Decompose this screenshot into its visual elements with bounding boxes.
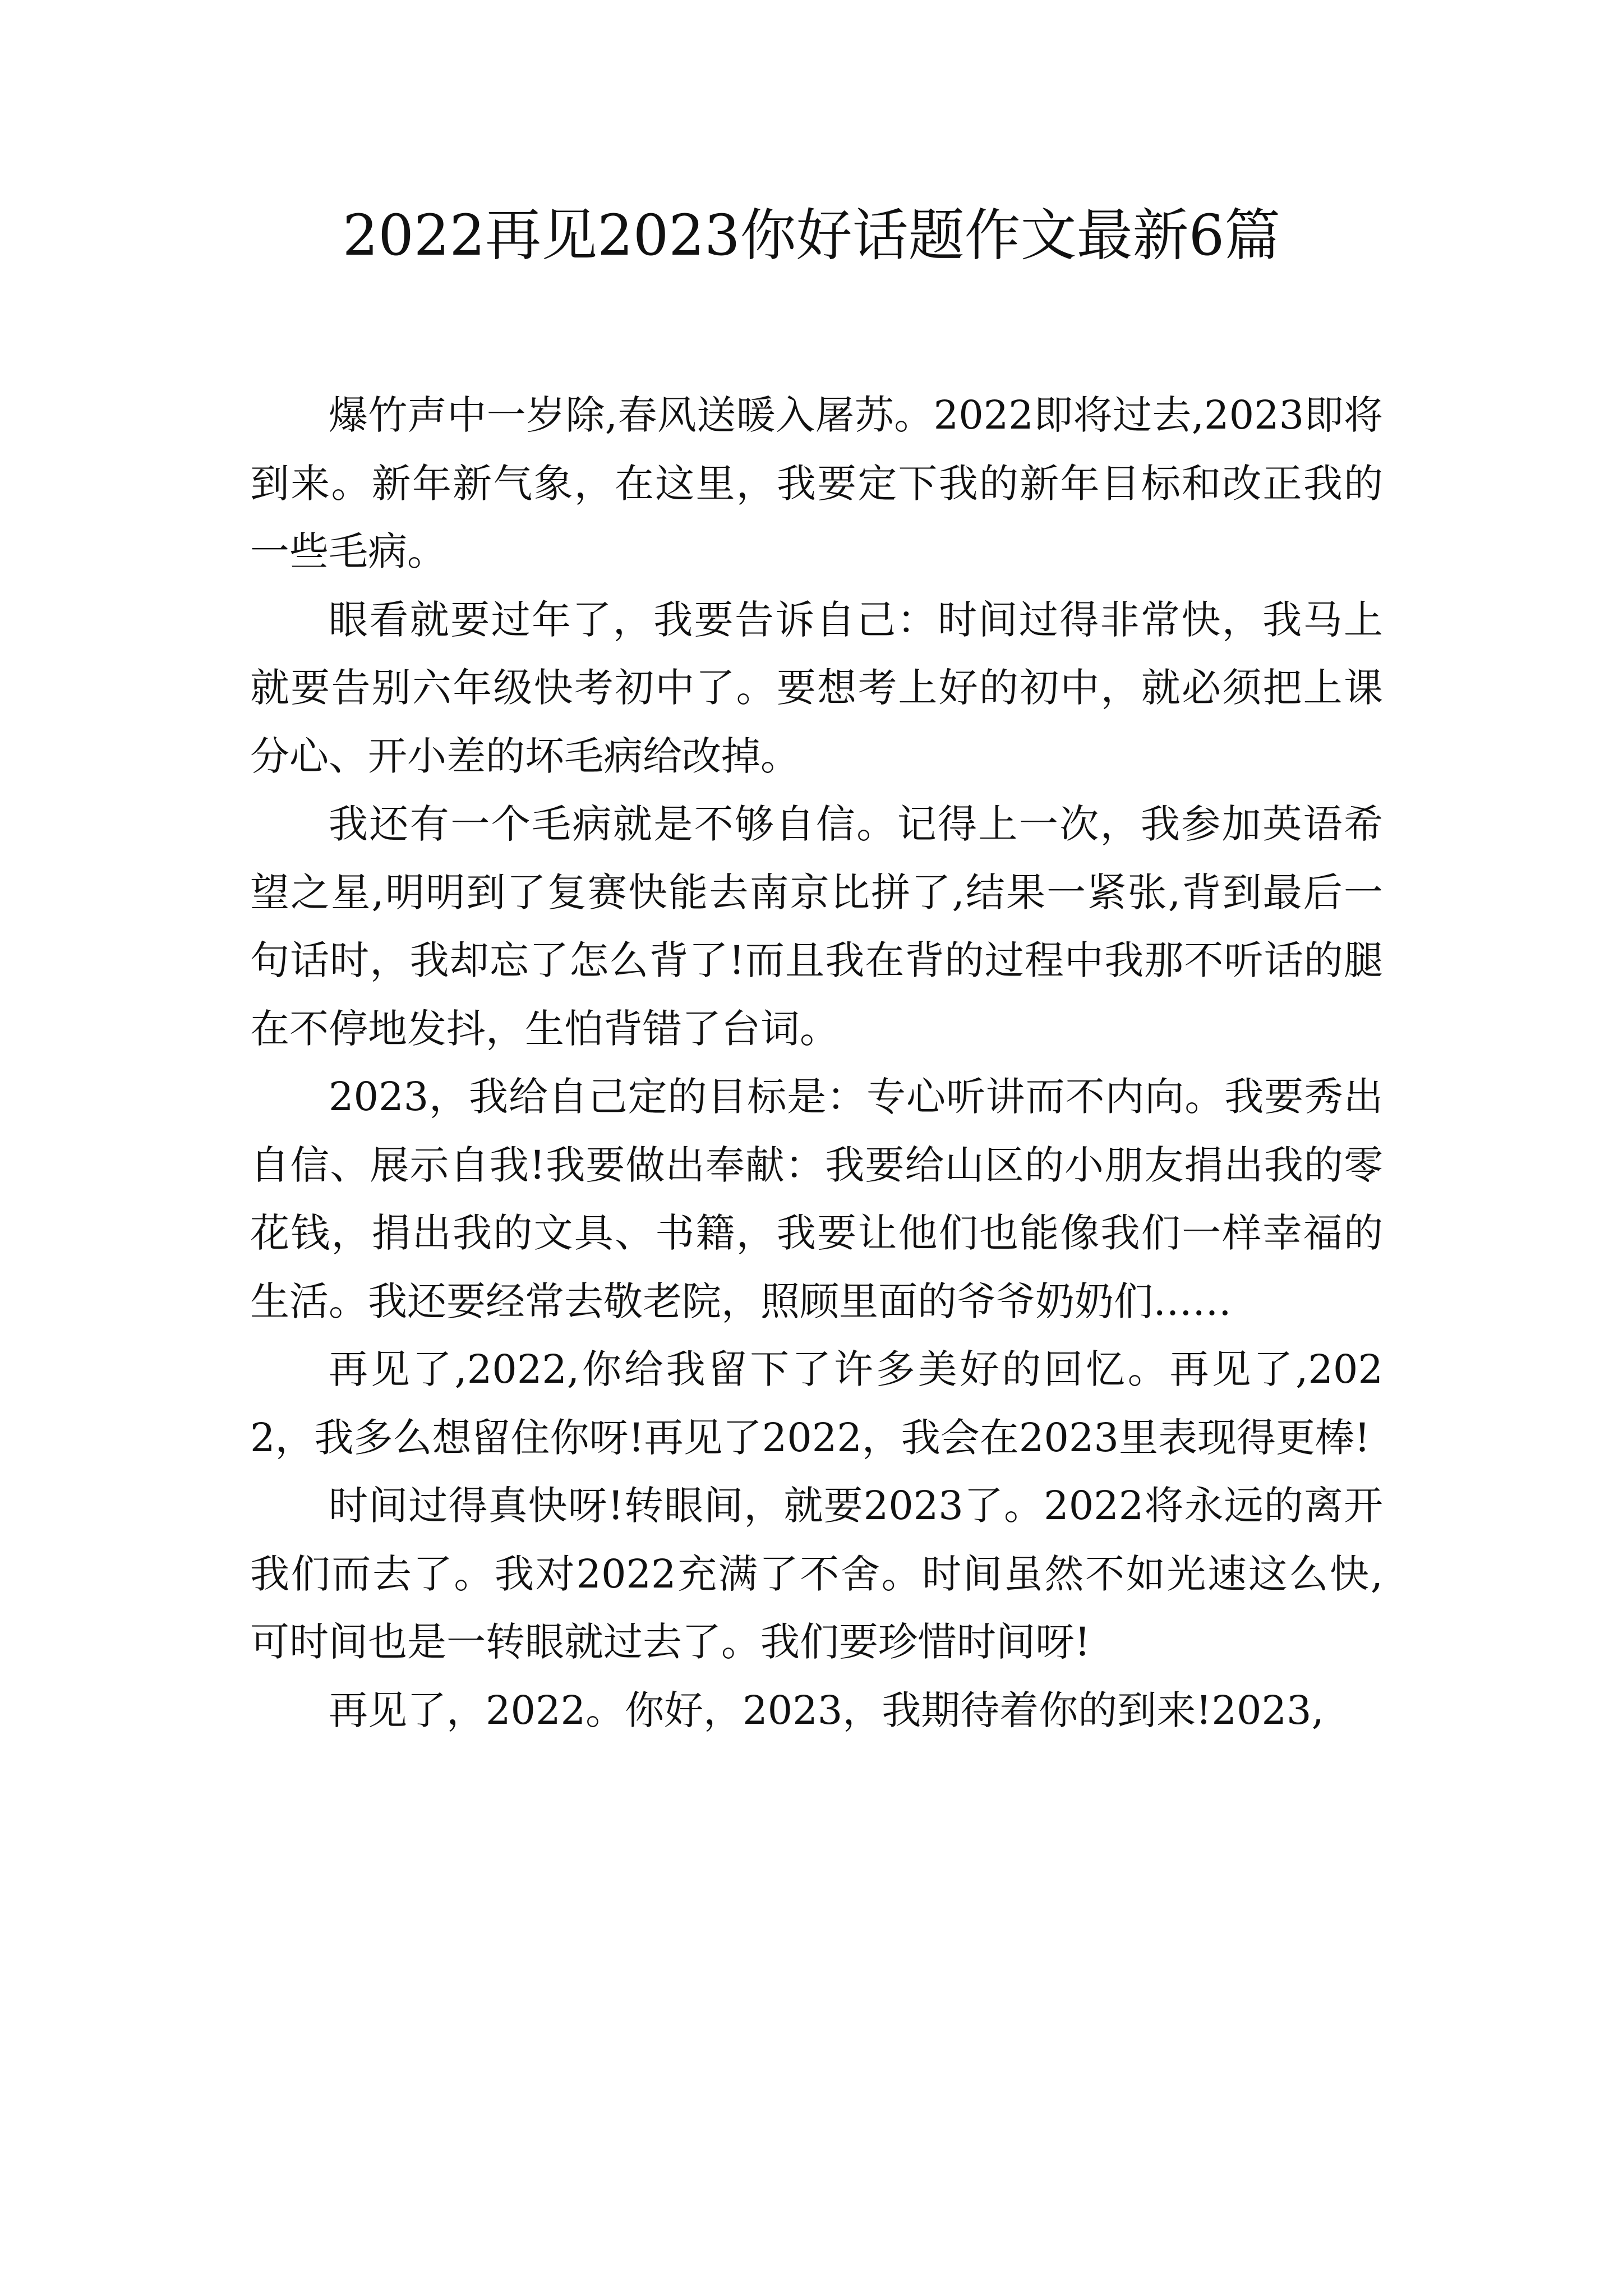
paragraph: 眼看就要过年了，我要告诉自己：时间过得非常快，我马上就要告别六年级快考初中了。要想考上好的初中，就必须把上课分心、开小差的坏毛病给改掉。	[250, 596, 1383, 779]
paragraph: 爆竹声中一岁除,春风送暖入屠苏。2022即将过去,2023即将到来。新年新气象，在这里，我要定下我的新年目标和改正我的一些毛病。	[250, 392, 1383, 574]
paragraph: 再见了,2022,你给我留下了许多美好的回忆。再见了,2022，我多么想留住你呀!再见了2022，我会在2023里表现得更棒!	[250, 1346, 1383, 1461]
paragraph: 2023，我给自己定的目标是：专心听讲而不内向。我要秀出自信、展示自我!我要做出奉献：我要给山区的小朋友捐出我的零花钱，捐出我的文具、书籍，我要让他们也能像我们一样幸福的生活。我还要经常去敬老院，照顾里面的爷爷奶奶们……	[250, 1074, 1383, 1324]
paragraph: 再见了，2022。你好，2023，我期待着你的到来!2023,	[329, 1687, 1324, 1733]
document-body	[250, 381, 1383, 1745]
paragraph: 时间过得真快呀!转眼间，就要2023了。2022将永远的离开我们而去了。我对2022充满了不舍。时间虽然不如光速这么快,可时间也是一转眼就过去了。我们要珍惜时间呀!	[250, 1483, 1383, 1665]
document-title: 2022再见2023你好话题作文最新6篇	[342, 203, 1281, 268]
paragraph: 我还有一个毛病就是不够自信。记得上一次，我参加英语希望之星,明明到了复赛快能去南京比拼了,结果一紧张,背到最后一句话时，我却忘了怎么背了!而且我在背的过程中我那不听话的腿在不停地发抖，生怕背错了台词。	[250, 801, 1383, 1052]
